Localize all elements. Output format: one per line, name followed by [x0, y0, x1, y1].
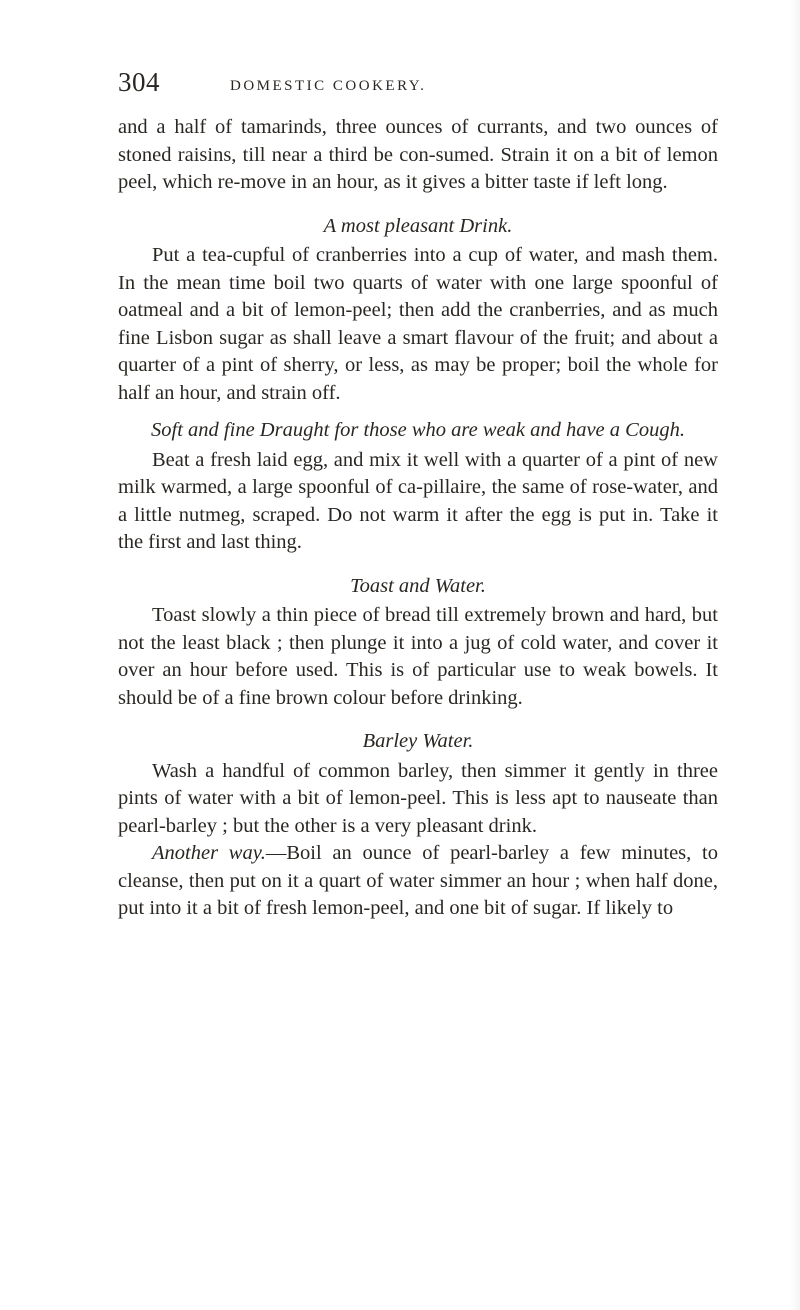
another-way-label: Another way.	[152, 842, 266, 864]
recipe-text-toast-water: Toast slowly a thin piece of bread till extremely brown and hard, but not the least black ; then plunge it into a jug of cold water, and cover it over an hour before used. This is of particular use to weak bowels. It should be of a fine brown colour before drinking.	[118, 604, 718, 709]
running-head: DOMESTIC COOKERY.	[230, 78, 427, 94]
recipe-title-soft-draught: Soft and fine Draught for those who are weak and have a Cough.	[151, 419, 685, 441]
recipe-text-soft-draught: Beat a fresh laid egg, and mix it well with a quarter of a pint of new milk warmed, a large spoonful of ca-pillaire, the same of rose-water, and a little nutmeg, scraped. Do not warm it after the egg is put in. Take it the first and last thing.	[118, 448, 718, 553]
page-edge-shadow	[790, 0, 800, 1310]
recipe-title-barley-water: Barley Water.	[362, 730, 474, 752]
page-body	[118, 114, 718, 923]
page-header	[118, 67, 718, 110]
recipe-text-another-way	[118, 840, 718, 923]
intro-paragraph: and a half of tamarinds, three ounces of currants, and two ounces of stoned raisins, till near a third be con-sumed. Strain it on a bit of lemon peel, which re-move in an hour, as it gives a bitter taste if left long.	[118, 116, 718, 193]
recipe-title-pleasant-drink: A most pleasant Drink.	[323, 214, 513, 237]
another-way-text: —Boil an ounce of pearl-barley a few minutes, to cleanse, then put on it a quart of water simmer an hour ; when half done, put into it a bit of fresh lemon-peel, and one bit of sugar. If likely to	[118, 842, 718, 919]
recipe-text-barley-water: Wash a handful of common barley, then simmer it gently in three pints of water with a bit of lemon-peel. This is less apt to nauseate than pearl-barley ; but the other is a very pleasant drink.	[118, 759, 718, 837]
recipe-title-toast-water: Toast and Water.	[350, 574, 486, 597]
recipe-text-pleasant-drink: Put a tea-cupful of cranberries into a cup of water, and mash them. In the mean time boil two quarts of water with one large spoonful of oatmeal and a bit of lemon-peel; then add the cranberries, and as much fine Lisbon sugar as shall leave a smart flavour of the fruit; and about a quarter of a pint of sherry, or less, as may be proper; boil the whole for half an hour, and strain off.	[118, 244, 718, 404]
page-number: 304	[118, 67, 160, 97]
